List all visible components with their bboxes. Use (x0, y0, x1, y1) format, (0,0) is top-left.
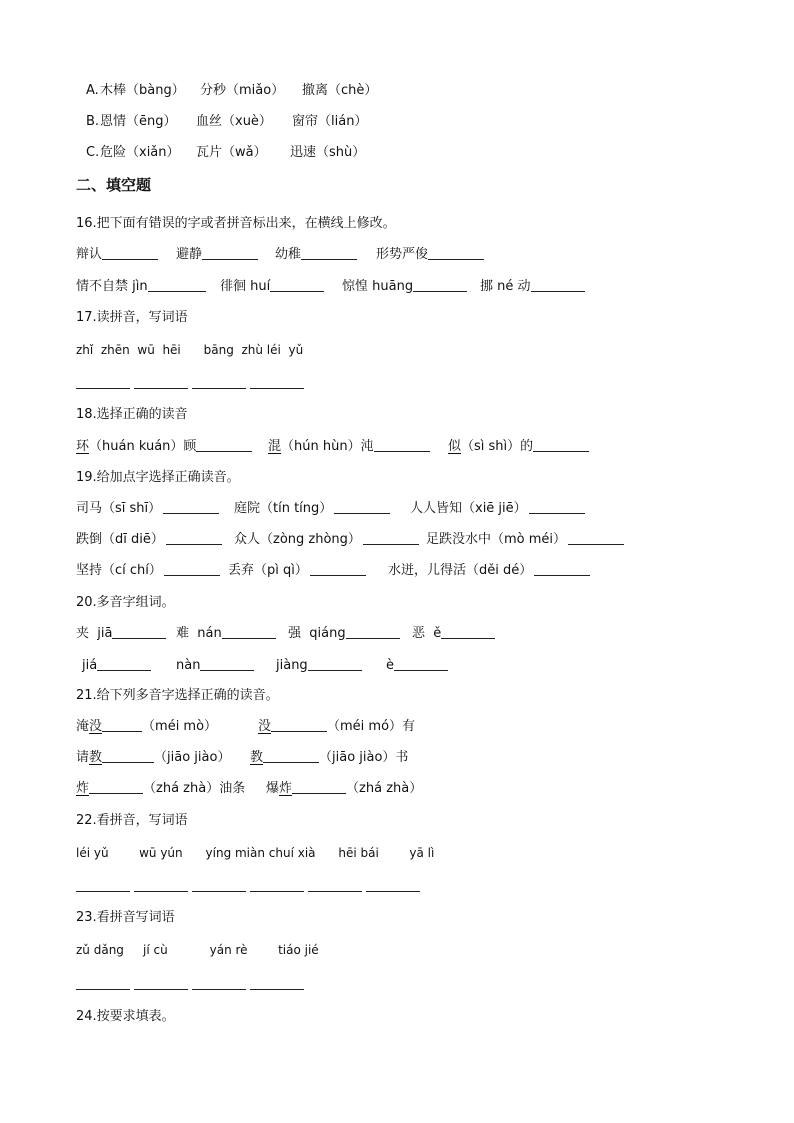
q23-title: 23.看拼音写词语 (76, 910, 175, 925)
q19-item: 人人皆知（xiē jiē） (410, 501, 527, 516)
answer-blank[interactable] (270, 277, 324, 292)
q20-item: jiá (82, 658, 98, 673)
q18-char: 似 (448, 439, 462, 454)
q16-word: 幼稚 (275, 247, 302, 262)
q20-item: 恶 ě (412, 626, 442, 641)
q21-pre: 爆 (266, 781, 280, 796)
q19-item: 司马（sī shī） (76, 501, 162, 516)
q21-title: 21.给下列多音字选择正确的读音。 (76, 688, 279, 703)
q20-item: 难 nán (176, 626, 222, 641)
answer-line[interactable] (76, 989, 130, 990)
q18-choice: （huán kuán）顾 (89, 439, 197, 454)
answer-blank[interactable] (102, 717, 142, 732)
q16-word: 辩认 (76, 247, 103, 262)
q20-title: 20.多音字组词。 (76, 595, 175, 610)
answer-blank[interactable] (271, 717, 327, 732)
answer-blank[interactable] (346, 624, 400, 639)
answer-line[interactable] (134, 388, 188, 389)
answer-blank[interactable] (533, 437, 589, 452)
q19-title: 19.给加点字选择正确读音。 (76, 470, 240, 485)
q21-choice: （zhá zhà） (346, 781, 423, 796)
option-item: 危险（xiǎn） (100, 145, 180, 160)
option-item: 撤离（chè） (302, 83, 378, 98)
answer-line[interactable] (250, 388, 304, 389)
q16-word: 挪 né 动 (480, 279, 531, 294)
option-label: A. (86, 83, 99, 98)
q18-char: 环 (76, 439, 90, 454)
answer-blank[interactable] (89, 779, 143, 794)
answer-blank[interactable] (292, 779, 346, 794)
q21-char: 炸 (76, 781, 90, 796)
q20-item: jiàng (276, 658, 308, 673)
answer-line[interactable] (250, 891, 304, 892)
q19-item: 坚持（cí chí） (76, 563, 162, 578)
q17-title: 17.读拼音，写词语 (76, 310, 188, 325)
answer-blank[interactable] (163, 499, 219, 514)
answer-blank[interactable] (164, 561, 220, 576)
answer-line[interactable] (308, 891, 362, 892)
q21-choice: （méi mó）有 (327, 719, 416, 734)
q23-pinyin: zǔ dǎng jí cù yán rè tiáo jié (76, 943, 319, 957)
q21-choice: （jiāo jiào） (154, 750, 231, 765)
answer-line[interactable] (250, 989, 304, 990)
answer-line[interactable] (192, 989, 246, 990)
q21-char: 没 (89, 719, 103, 734)
q20-item: 强 qiáng (288, 626, 346, 641)
q19-item: 足跌没水中（mò méi） (426, 532, 567, 547)
option-item: 窗帘（lián） (292, 114, 368, 129)
q18-char: 混 (268, 439, 282, 454)
option-item: 分秒（miǎo） (200, 83, 285, 98)
q21-pre: 淹 (76, 719, 90, 734)
q21-char: 没 (258, 719, 272, 734)
q21-char: 教 (89, 750, 103, 765)
answer-line[interactable] (76, 388, 130, 389)
answer-blank[interactable] (428, 245, 484, 260)
q16-title: 16.把下面有错误的字或者拼音标出来，在横线上修改。 (76, 216, 396, 231)
q16-word: 形势严俊 (376, 247, 429, 262)
q19-item: 水迸，儿得活（děi dé） (388, 563, 533, 578)
q21-char: 教 (250, 750, 264, 765)
option-item: 恩情（ēng） (100, 114, 177, 129)
answer-blank[interactable] (310, 561, 366, 576)
answer-blank[interactable] (301, 245, 357, 260)
q19-item: 众人（zòng zhòng） (234, 532, 361, 547)
q22-title: 22.看拼音，写词语 (76, 813, 188, 828)
option-item: 血丝（xuè） (196, 114, 272, 129)
q20-item: 夹 jiā (76, 626, 113, 641)
q18-choice: （sì shì）的 (461, 439, 534, 454)
q19-item: 跌倒（dī diē） (76, 532, 164, 547)
answer-blank[interactable] (363, 530, 419, 545)
answer-blank[interactable] (102, 748, 154, 763)
q16-word: 情不自禁 jìn (76, 279, 148, 294)
option-item: 木棒（bàng） (100, 83, 185, 98)
q22-pinyin: léi yǔ wū yún yíng miàn chuí xià hēi bái yā lì (76, 846, 435, 860)
answer-blank[interactable] (97, 656, 151, 671)
q21-choice: （jiāo jiào）书 (319, 750, 409, 765)
answer-blank[interactable] (531, 277, 585, 292)
answer-blank[interactable] (222, 624, 276, 639)
answer-blank[interactable] (166, 530, 222, 545)
answer-blank[interactable] (568, 530, 624, 545)
answer-line[interactable] (366, 891, 420, 892)
option-item: 瓦片（wǎ） (196, 145, 267, 160)
q21-char: 炸 (279, 781, 293, 796)
answer-line[interactable] (76, 891, 130, 892)
q20-item: è (386, 658, 394, 673)
answer-blank[interactable] (263, 748, 319, 763)
answer-line[interactable] (134, 989, 188, 990)
q16-word: 避静 (176, 247, 203, 262)
answer-blank[interactable] (112, 624, 166, 639)
option-label: C. (86, 145, 100, 160)
q24-title: 24.按要求填表。 (76, 1009, 175, 1024)
section-title: 二、填空题 (76, 176, 152, 194)
option-label: B. (86, 114, 100, 129)
answer-blank[interactable] (308, 656, 362, 671)
q21-pre: 请 (76, 750, 90, 765)
answer-blank[interactable] (394, 656, 448, 671)
q21-choice: （méi mò） (142, 719, 218, 734)
answer-blank[interactable] (200, 656, 254, 671)
answer-blank[interactable] (374, 437, 430, 452)
answer-blank[interactable] (196, 437, 252, 452)
answer-blank[interactable] (334, 499, 390, 514)
q19-item: 庭院（tín tíng） (234, 501, 333, 516)
option-item: 迅速（shù） (290, 145, 366, 160)
answer-blank[interactable] (441, 624, 495, 639)
answer-blank[interactable] (413, 277, 467, 292)
q20-item: nàn (176, 658, 201, 673)
answer-line[interactable] (134, 891, 188, 892)
q16-word: 徘徊 huí (220, 279, 271, 294)
answer-blank[interactable] (529, 499, 585, 514)
q19-item: 丢弃（pì qì） (228, 563, 308, 578)
q18-choice: （hún hùn）沌 (281, 439, 374, 454)
q21-choice: （zhá zhà）油条 (143, 781, 246, 796)
answer-line[interactable] (192, 388, 246, 389)
answer-line[interactable] (192, 891, 246, 892)
answer-blank[interactable] (202, 245, 258, 260)
answer-blank[interactable] (534, 561, 590, 576)
q18-title: 18.选择正确的读音 (76, 407, 188, 422)
answer-blank[interactable] (102, 245, 158, 260)
answer-blank[interactable] (148, 277, 206, 292)
q16-word: 惊惶 huāng (342, 279, 414, 294)
q17-pinyin: zhǐ zhēn wū hēi bāng zhù léi yǔ (76, 343, 304, 357)
